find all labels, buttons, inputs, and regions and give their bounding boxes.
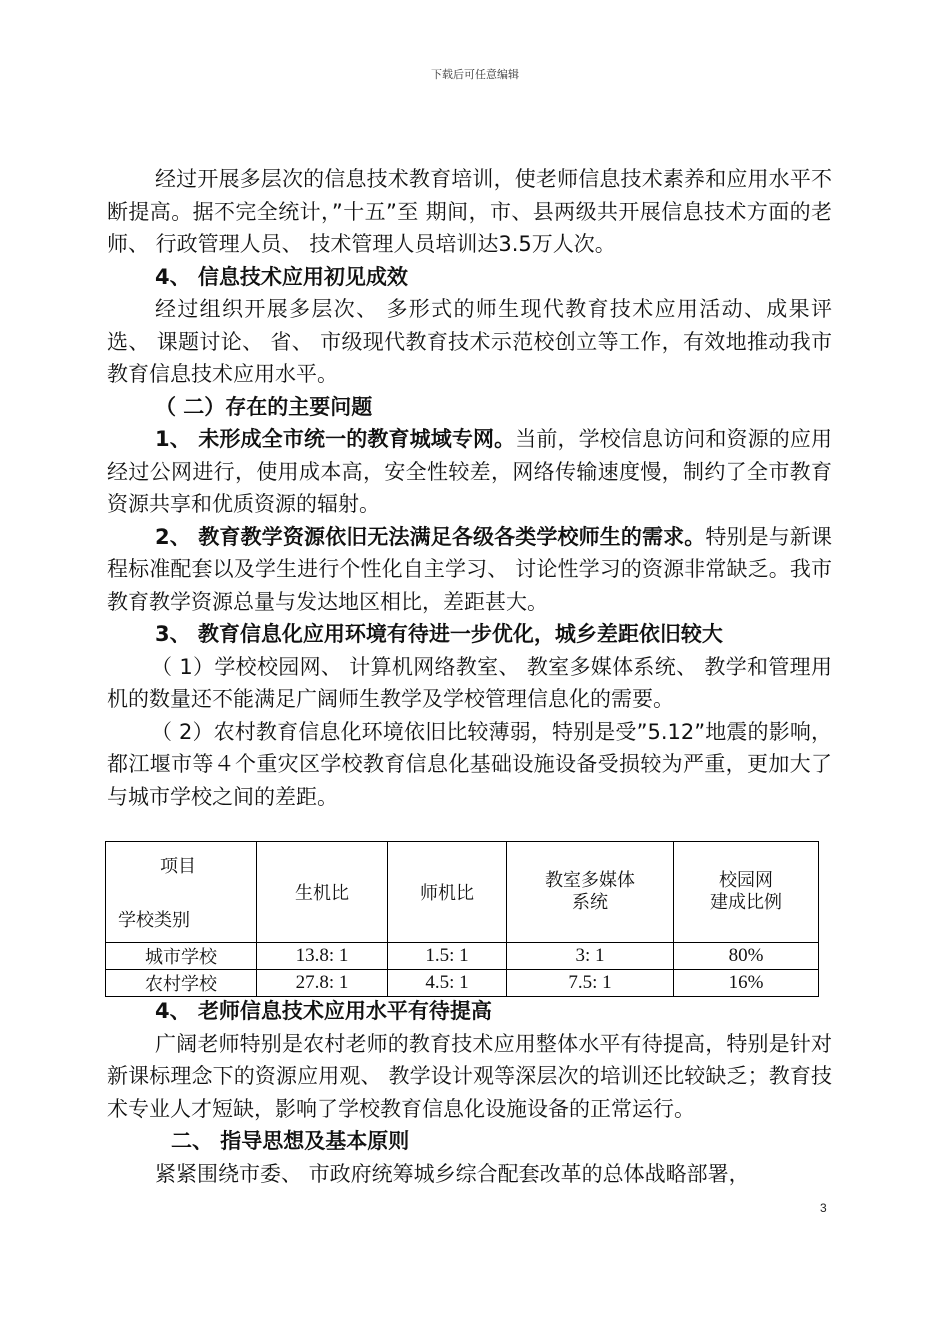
problem-1-title: 1、 未形成全市统一的教育城域专网。 [155, 427, 516, 451]
paragraph-item-2: （ 2）农村教育信息化环境依旧比较薄弱，特别是受”5.12”地震的影响，都江堰市等４个重灾区学校教育信息化基础设施设备受损较为严重，更加大了与城市学校之间的差距。 [107, 719, 832, 809]
table-cell: 4.5: 1 [388, 970, 507, 997]
corner-top-label: 项目 [160, 856, 196, 877]
heading-main-problems: （ 二）存在的主要问题 [155, 394, 373, 419]
document-body [107, 163, 832, 1190]
paragraph-training: 经过开展多层次的信息技术教育培训，使老师信息技术素养和应用水平不断提高。据不完全统计，”十五”至 期间，市、县两级共开展信息技术方面的老师、 行政管理人员、 技术管理人员培训达3.5万人次。 [107, 167, 832, 256]
row-label: 城市学校 [106, 943, 257, 970]
problem-2-title: 2、 教育教学资源依旧无法满足各级各类学校师生的需求。 [155, 524, 706, 549]
paragraph-problem-2 [107, 521, 832, 619]
page-header: 下载后可任意编辑 [431, 68, 519, 81]
paragraph-guiding: 紧紧围绕市委、 市政府统筹城乡综合配套改革的总体战略部署， [155, 1161, 750, 1186]
table-cell: 27.8: 1 [257, 970, 388, 997]
column-header: 生机比 [257, 842, 388, 943]
table-corner-cell [106, 842, 257, 943]
heading-guiding-principles: 二、 指导思想及基本原则 [171, 1129, 410, 1153]
paragraph-problem-1 [107, 423, 832, 521]
page-number: 3 [820, 1201, 827, 1215]
table-cell: 3: 1 [507, 943, 674, 970]
column-header: 校园网 建成比例 [674, 842, 819, 943]
paragraph-teacher-level: 广阔老师特别是农村老师的教育技术应用整体水平有待提高，特别是针对新课标理念下的资源应用观、 教学设计观等深层次的培训还比较缺乏；教育技术专业人才短缺，影响了学校教育信息化设施设备的正常运行。 [107, 1031, 832, 1121]
table-cell: 7.5: 1 [507, 970, 674, 997]
problem-1-text: 当前，学校信息访问和资源的应用经过公网进行，使用成本高，安全性较差，网络传输速度慢，制约了全市教育资源共享和优质资源的辐射。 [107, 427, 833, 516]
table-cell: 16% [674, 970, 819, 997]
paragraph-item-1: （ 1）学校校园网、 计算机网络教室、 教室多媒体系统、 教学和管理用机的数量还不能满足广阔师生教学及学校管理信息化的需要。 [107, 654, 832, 711]
table-header-row [106, 842, 819, 943]
problem-2-text: 特别是与新课程标准配套以及学生进行个性化自主学习、 讨论性学习的资源非常缺乏。我市教育教学资源总量与发达地区相比，差距甚大。 [107, 524, 833, 614]
comparison-table [105, 841, 819, 997]
heading-teacher-level: 4、 老师信息技术应用水平有待提高 [155, 999, 492, 1023]
table-row [106, 943, 819, 970]
row-label: 农村学校 [106, 970, 257, 997]
table-cell: 13.8: 1 [257, 943, 388, 970]
paragraph-application-activities: 经过组织开展多层次、 多形式的师生现代教育技术应用活动、成果评选、 课题讨论、 省、 市级现代教育技术示范校创立等工作，有效地推动我市教育信息技术应用水平。 [107, 297, 832, 386]
table-row [106, 970, 819, 997]
table-cell: 80% [674, 943, 819, 970]
column-header: 师机比 [388, 842, 507, 943]
column-header: 教室多媒体 系统 [507, 842, 674, 943]
table-cell: 1.5: 1 [388, 943, 507, 970]
corner-bottom-label: 学校类别 [118, 910, 190, 931]
heading-application-results: 4、 信息技术应用初见成效 [155, 264, 408, 289]
heading-problem-3: 3、 教育信息化应用环境有待进一步优化，城乡差距依旧较大 [155, 622, 723, 646]
